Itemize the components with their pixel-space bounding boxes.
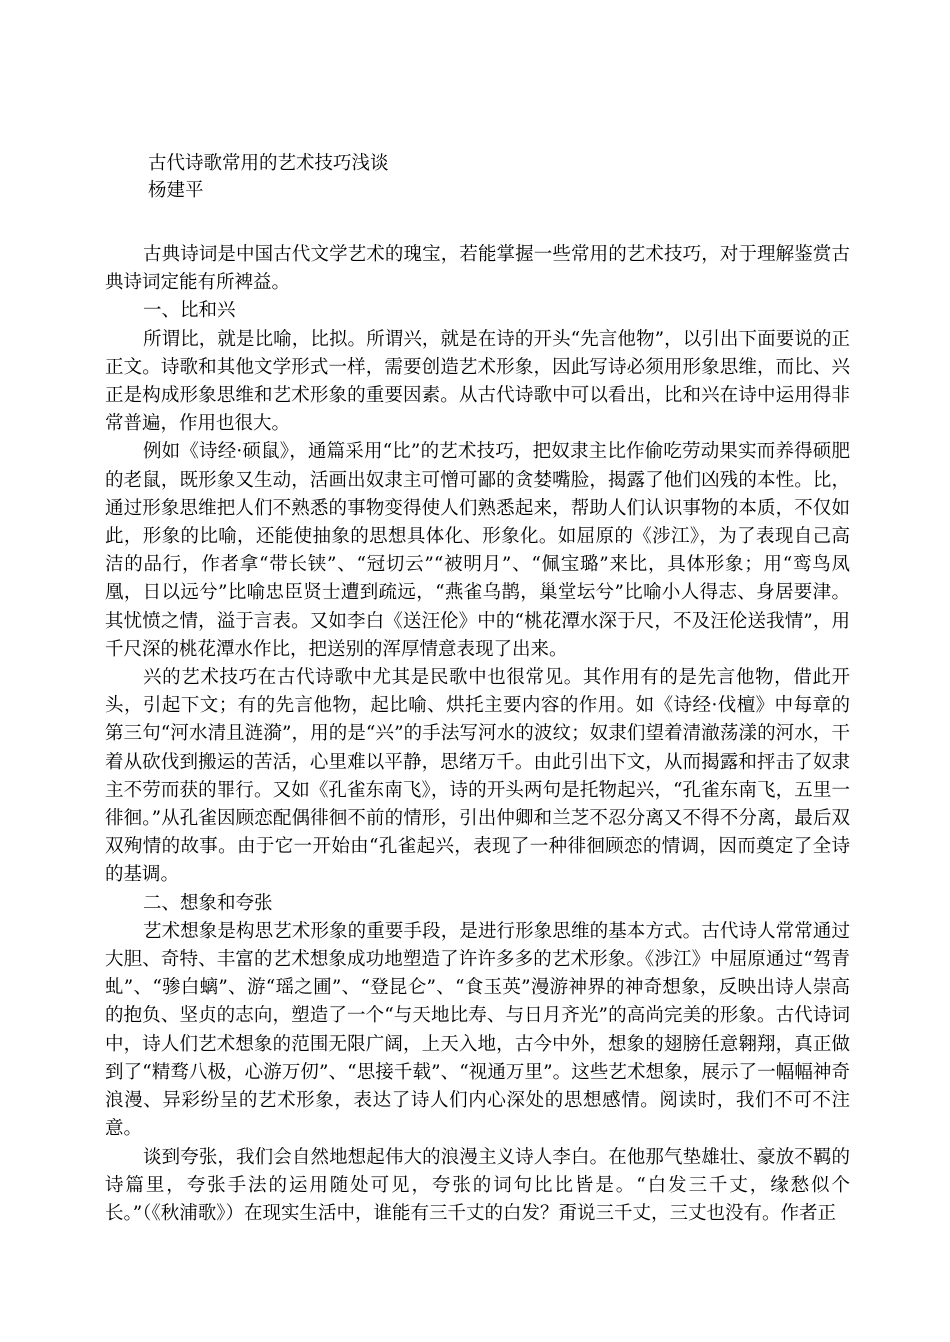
paragraph-xing-examples: 兴的艺术技巧在古代诗歌中尤其是民歌中也很常见。其作用有的是先言他物，借此开头，引起下文；有的先言他物，起比喻、烘托主要内容的作用。如《诗经·伐檀》中每章的第三句“河水清且涟漪”，用的是“兴”的手法写河水的波纹；奴隶们望着清澈荡漾的河水，干着从砍伐到搬运的苦活，心里难以平静，思绪万千。由此引出下文，从而揭露和抨击了奴隶主不劳而获的罪行。又如《孔雀东南飞》，诗的开头两句是托物起兴，“孔雀东南飞，五里一徘徊。”从孔雀因顾恋配偶徘徊不前的情形，引出仲卿和兰芝不忍分离又不得不分离，最后双双殉情的故事。由于它一开始由“孔雀起兴，表现了一种徘徊顾恋的情调，因而奠定了全诗的基调。	[105, 667, 850, 886]
paragraph-bi-examples: 例如《诗经·硕鼠》，通篇采用“比”的艺术技巧，把奴隶主比作偷吃劳动果实而养得硕肥的老鼠，既形象又生动，活画出奴隶主可憎可鄙的贪婪嘴脸，揭露了他们凶残的本性。比，通过形象思维把人们不熟悉的事物变得使人们熟悉起来，帮助人们认识事物的本质，不仅如此，形象的比喻，还能使抽象的思想具体化、形象化。如屈原的《涉江》，为了表现自己高洁的品行，作者拿“带长铗”、“冠切云”“被明月”、“佩宝璐”来比，具体形象；用“鸾鸟凤凰，日以远兮”比喻忠臣贤士遭到疏远，“燕雀乌鹊，巢堂坛兮”比喻小人得志、身居要津。其忧愤之情，溢于言表。又如李白《送汪伦》中的“桃花潭水深于尺，不及汪伦送我情”，用千尺深的桃花潭水作比，把送别的浑厚情意表现了出来。	[105, 441, 850, 660]
paragraph-intro: 古典诗词是中国古代文学艺术的瑰宝，若能掌握一些常用的艺术技巧，对于理解鉴赏古典诗词定能有所裨益。	[105, 244, 850, 294]
paragraph-bi-xing-definition: 所谓比，就是比喻，比拟。所谓兴，就是在诗的开头“先言他物”，以引出下面要说的正正文。诗歌和其他文学形式一样，需要创造艺术形象，因此写诗必须用形象思维，而比、兴正是构成形象思维和艺术形象的重要因素。从古代诗歌中可以看出，比和兴在诗中运用得非常普遍，作用也很大。	[105, 328, 850, 435]
document-author: 杨建平	[148, 180, 204, 201]
section-heading-2: 二、想象和夸张	[143, 892, 273, 914]
paragraph-imagination: 艺术想象是构思艺术形象的重要手段，是进行形象思维的基本方式。古代诗人常常通过大胆、奇特、丰富的艺术想象成功地塑造了许许多多的艺术形象。《涉江》中屈原通过“驾青虬”、“骖白螭”、游“瑶之圃”、“登昆仑”、“食玉英”漫游神界的神奇想象，反映出诗人崇高的抱负、坚贞的志向，塑造了一个“与天地比寿、与日月齐光”的高尚完美的形象。古代诗词中，诗人们艺术想象的范围无限广阔，上天入地，古今中外，想象的翅膀任意翱翔，真正做到了“精骛八极，心游万仞”、“思接千载”、“视通万里”。这些艺术想象，展示了一幅幅神奇浪漫、异彩纷呈的艺术形象，表达了诗人们内心深处的思想感情。阅读时，我们不可不注意。	[105, 920, 850, 1140]
section-heading-1: 一、比和兴	[143, 300, 236, 322]
document-title: 古代诗歌常用的艺术技巧浅谈	[148, 153, 389, 174]
document-page	[105, 150, 850, 1228]
paragraph-exaggeration: 谈到夸张，我们会自然地想起伟大的浪漫主义诗人李白。在他那气垫雄壮、豪放不羁的诗篇里，夸张手法的运用随处可见，夸张的词句比比皆是。“白发三千丈，缘愁似个长。”（《秋浦歌》）在现实生活中，谁能有三千丈的白发？甭说三千丈，三丈也没有。作者正	[105, 1146, 850, 1224]
